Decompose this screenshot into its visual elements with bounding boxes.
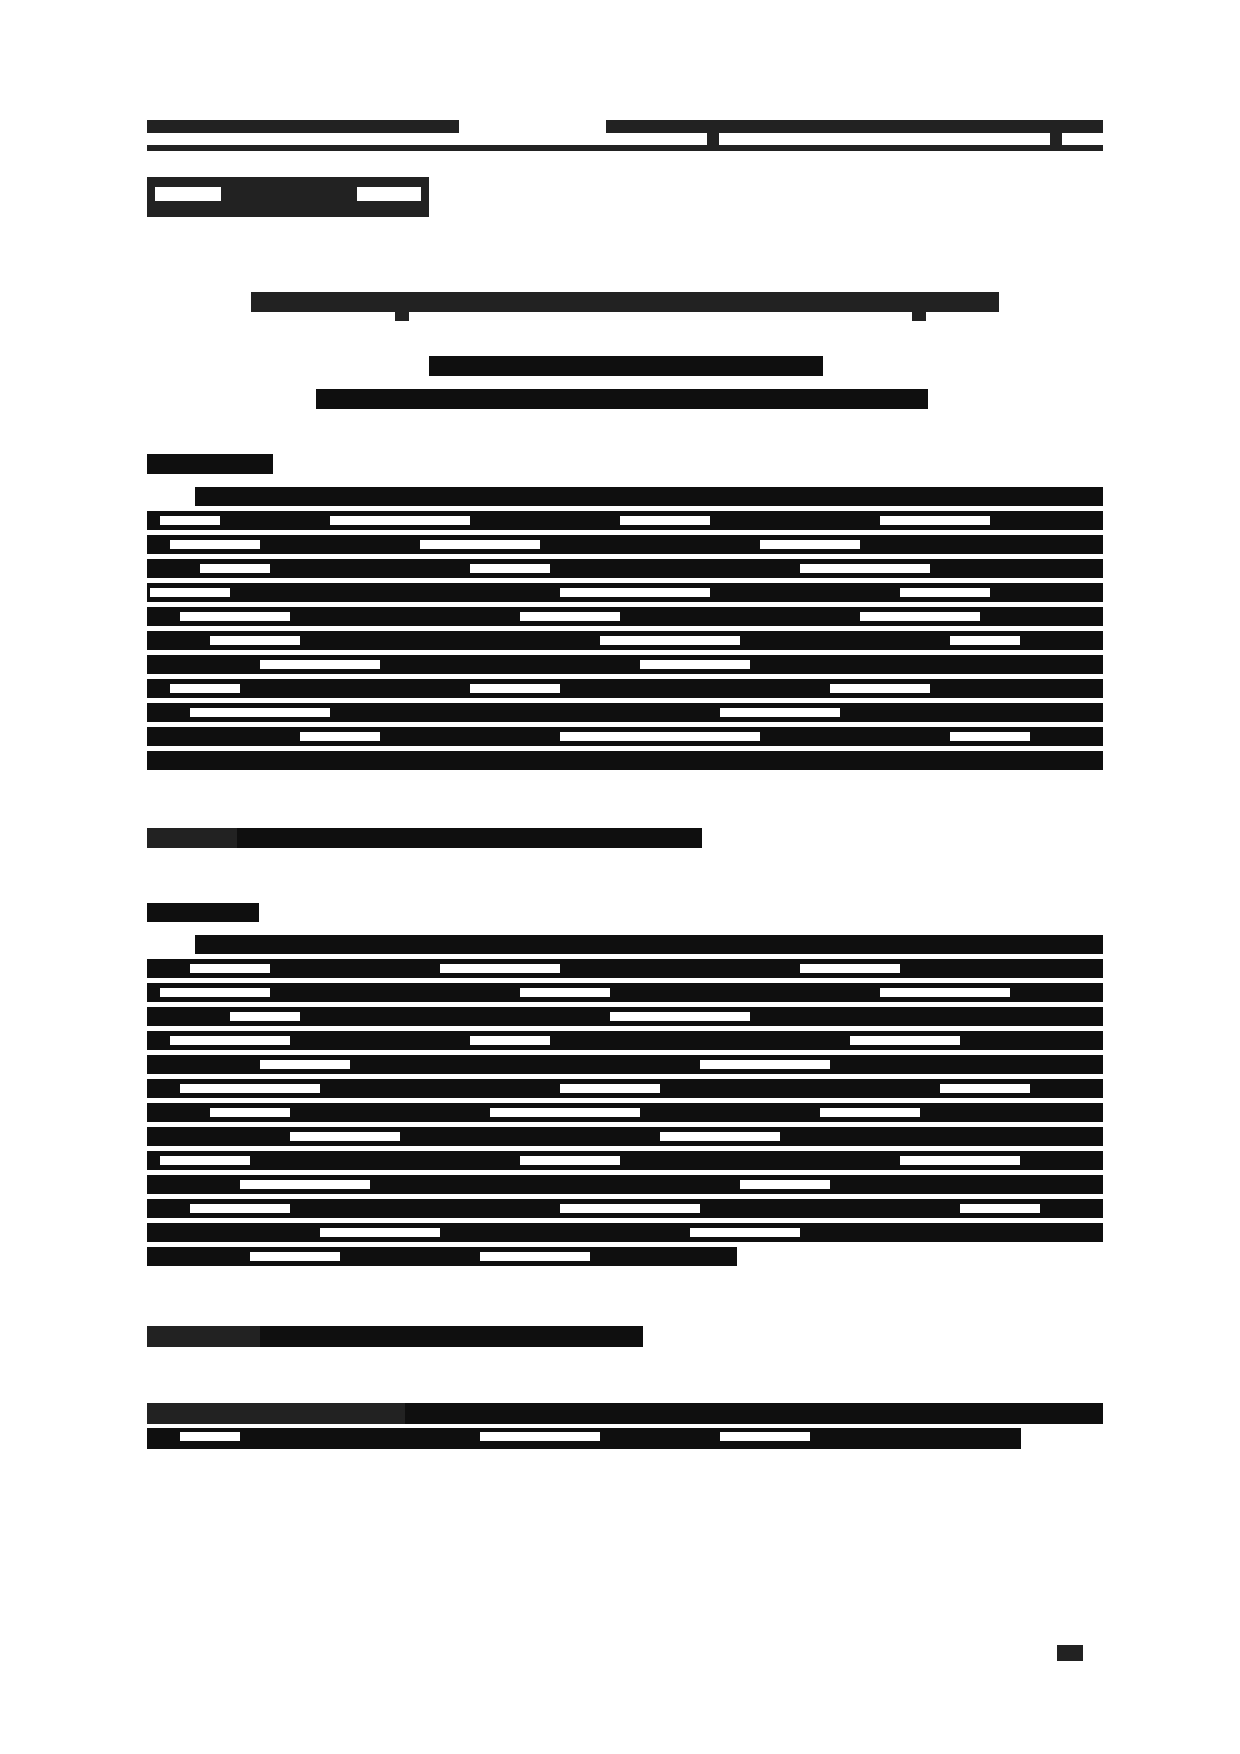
- affiliation: [316, 389, 928, 409]
- page-number: [1057, 1645, 1083, 1661]
- section-label-gap: [357, 187, 421, 201]
- abstract-line: [147, 535, 1103, 554]
- abstract-2-line: [147, 959, 1103, 978]
- abstract-2-line: [195, 935, 1103, 954]
- abstract-line: [147, 559, 1103, 578]
- abstract-line: [147, 679, 1103, 698]
- citation-label: [147, 1403, 405, 1424]
- keywords-label: [147, 828, 237, 848]
- running-header-descender: [1050, 133, 1062, 145]
- running-header-right: [606, 120, 1103, 133]
- citation-line-1: [405, 1403, 1103, 1424]
- running-header-descender: [707, 133, 719, 145]
- keywords-2-label: [147, 1326, 260, 1347]
- abstract-2-heading: [147, 903, 259, 922]
- section-label-gap: [155, 187, 221, 201]
- abstract-line: [195, 487, 1103, 506]
- keywords-text: [237, 828, 702, 848]
- article-title: [251, 292, 999, 312]
- title-descender: [395, 312, 409, 321]
- header-rule: [147, 145, 1103, 151]
- keywords-2-text: [260, 1326, 643, 1347]
- abstract-line: [147, 751, 1103, 770]
- abstract-2-line: [147, 1223, 1103, 1242]
- running-header-left: [147, 120, 459, 133]
- title-descender: [912, 312, 926, 321]
- abstract-heading: [147, 454, 273, 474]
- authors: [429, 356, 823, 376]
- abstract-2-line: [147, 1247, 737, 1266]
- section-label-box: [147, 177, 429, 217]
